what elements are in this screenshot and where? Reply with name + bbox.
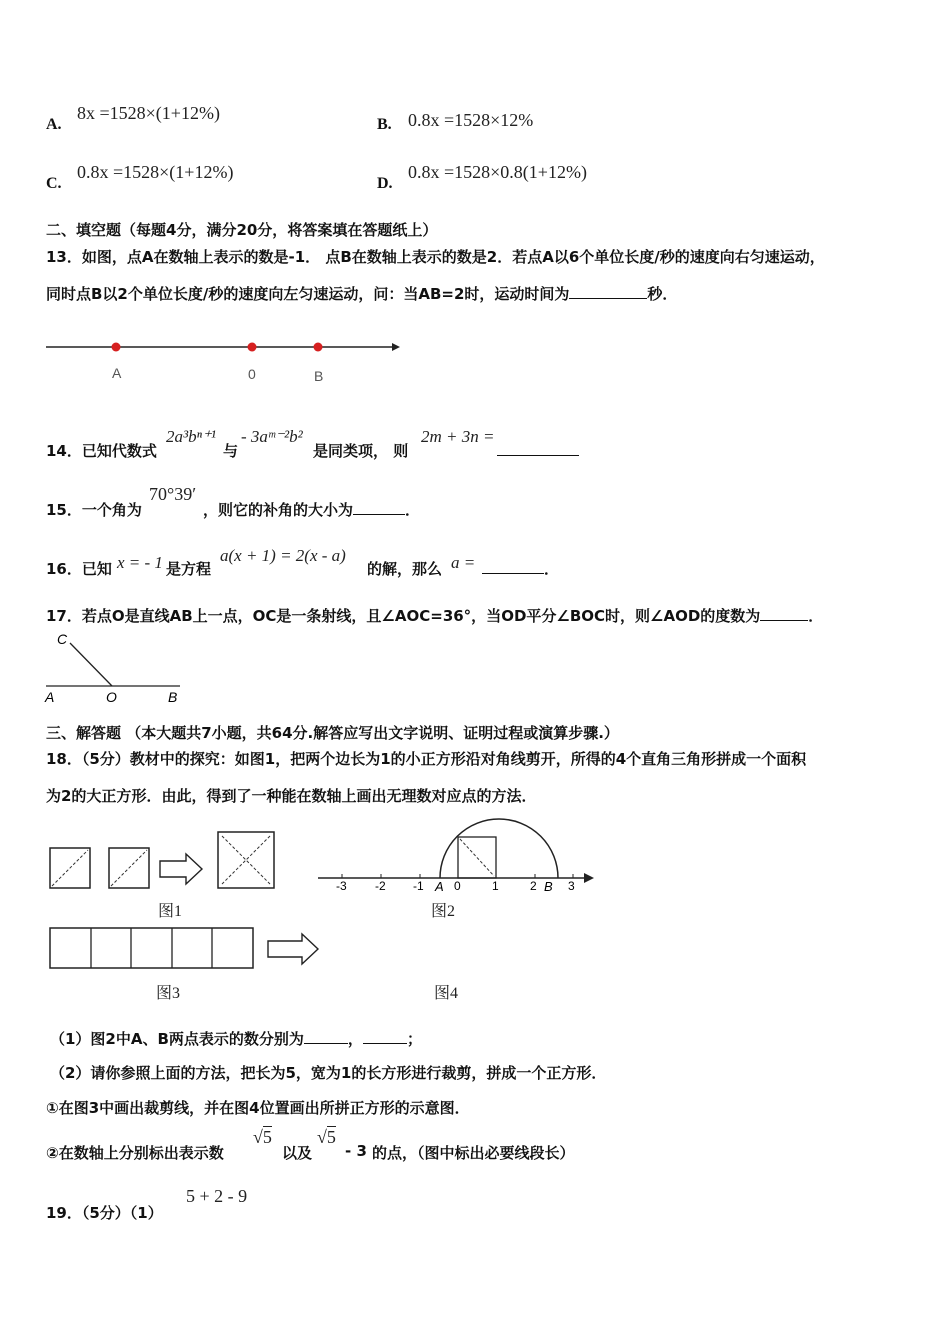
q17-question: 17．若点O是直线AB上一点，OC是一条射线，且∠AOC=36°，当OD平分∠BOC时，则∠AOD的度数为 bbox=[46, 607, 761, 625]
q14-expression-1: 2a³bⁿ⁺¹ bbox=[166, 427, 217, 446]
q18-sub1-blank-a[interactable] bbox=[304, 1029, 348, 1044]
q19-text: 19．（5分）（1） bbox=[46, 1204, 163, 1222]
diagonal-1 bbox=[52, 850, 88, 886]
q17-figure bbox=[40, 630, 190, 706]
q16-text-pre: 16．已知 bbox=[46, 560, 112, 578]
sqrt5-expression-1 bbox=[253, 1127, 272, 1148]
q13-line2-text: 同时点B以2个单位长度/秒的速度向左匀速运动，问：当AB=2时，运动时间为 bbox=[46, 285, 570, 303]
q13-line2-end: 秒． bbox=[647, 285, 678, 303]
q16-text-mid: 是方程 bbox=[166, 560, 212, 578]
q14-expression-3: 2m + 3n = bbox=[421, 427, 495, 446]
q14-number: 14．已知代数式 bbox=[46, 442, 157, 460]
q14-text: 是同类项， 则 bbox=[313, 442, 409, 460]
q13-line2 bbox=[46, 283, 677, 304]
q15-question: ，则它的补角的大小为 bbox=[203, 501, 354, 519]
q19-expression: 5 + 2 - 9 bbox=[186, 1186, 248, 1206]
unit-diagonal bbox=[460, 839, 494, 876]
q17-end: ． bbox=[808, 607, 824, 625]
q16-end: ． bbox=[544, 560, 560, 578]
label-o: O bbox=[106, 689, 117, 705]
q13-number-line bbox=[40, 330, 410, 390]
q15-angle: 70°39′ bbox=[149, 484, 197, 504]
option-b-letter: B. bbox=[377, 116, 392, 133]
sqrt5-expression-2 bbox=[317, 1127, 336, 1148]
q18-line2: 为2的大正方形．由此，得到了一种能在数轴上画出无理数对应点的方法． bbox=[46, 787, 537, 805]
q18-sub2: （2）请你参照上面的方法，把长为5，宽为1的长方形进行裁剪，拼成一个正方形． bbox=[50, 1064, 607, 1082]
rectangle-5x1 bbox=[50, 928, 253, 968]
figure-2 bbox=[316, 814, 602, 898]
tick-label: -2 bbox=[375, 879, 386, 893]
q18-sub1 bbox=[50, 1028, 422, 1049]
q13-answer-blank[interactable] bbox=[569, 284, 647, 299]
q14-answer-blank[interactable] bbox=[497, 441, 579, 456]
q18-sub1-blank-b[interactable] bbox=[363, 1029, 407, 1044]
q16-answer bbox=[482, 558, 559, 579]
option-a-expression: 8x =1528×(1+12%) bbox=[77, 103, 220, 123]
arrow-right-icon bbox=[268, 934, 318, 964]
diagonal-2 bbox=[111, 850, 147, 886]
q15-answer-blank[interactable] bbox=[353, 500, 405, 515]
label-a: A bbox=[45, 689, 55, 705]
tick-label: 2 bbox=[530, 879, 537, 893]
tick-label: 3 bbox=[568, 879, 575, 893]
point-b-dot bbox=[314, 343, 323, 352]
q16-answer-blank[interactable] bbox=[482, 559, 544, 574]
radicand: 5 bbox=[262, 1127, 272, 1147]
q18-line1: 18．（5分）教材中的探究：如图1，把两个边长为1的小正方形沿对角线剪开，所得的4个直角三角形拼成一个面积 bbox=[46, 750, 807, 768]
q18-sub1-text: （1）图2中A、B两点表示的数分别为 bbox=[50, 1030, 304, 1048]
point-a-label: A bbox=[435, 879, 444, 894]
q18-sub4-minus: - 3 bbox=[345, 1142, 367, 1160]
option-d-letter: D. bbox=[377, 175, 393, 192]
tick-label: -1 bbox=[413, 879, 424, 893]
tick-label: -3 bbox=[336, 879, 347, 893]
option-b-expression: 0.8x =1528×12% bbox=[408, 110, 534, 130]
point-o-dot bbox=[248, 343, 257, 352]
figure-3 bbox=[46, 924, 326, 974]
point-a-dot bbox=[112, 343, 121, 352]
sqrt-icon: √ bbox=[317, 1127, 327, 1147]
figure-1-caption: 图1 bbox=[158, 903, 183, 920]
q17-answer-blank[interactable] bbox=[760, 606, 808, 621]
option-c-expression: 0.8x =1528×(1+12%) bbox=[77, 162, 234, 182]
figure-1 bbox=[46, 828, 281, 894]
point-a-label: A bbox=[112, 365, 122, 381]
q17-text bbox=[46, 605, 823, 626]
q18-sub3: ①在图3中画出裁剪线，并在图4位置画出所拼正方形的示意图． bbox=[46, 1099, 470, 1117]
q15-end: ． bbox=[405, 501, 421, 519]
figure-2-caption: 图2 bbox=[431, 903, 456, 920]
number-line-arrow-icon bbox=[392, 343, 400, 351]
point-b-label: B bbox=[544, 879, 553, 894]
q13-line1: 13．如图，点A在数轴上表示的数是-1． 点B在数轴上表示的数是2．若点A以6个单位长度/秒的速度向右匀速运动， bbox=[46, 248, 825, 266]
option-c-letter: C. bbox=[46, 175, 62, 192]
q18-sub1-end: ； bbox=[406, 1030, 422, 1048]
q18-sub4-post: 的点，（图中标出必要线段长） bbox=[372, 1144, 575, 1162]
point-o-label: 0 bbox=[248, 366, 256, 382]
label-c: C bbox=[57, 631, 68, 647]
q16-expression-3: a = bbox=[451, 553, 476, 572]
q18-sub4-text: ②在数轴上分别标出表示数 bbox=[46, 1144, 224, 1162]
q14-expression-2: - 3aᵐ⁻²b² bbox=[241, 427, 303, 446]
radicand: 5 bbox=[326, 1127, 336, 1147]
q16-expression-2: a(x + 1) = 2(x - a) bbox=[220, 546, 346, 565]
point-b-label: B bbox=[314, 368, 324, 384]
section-3-heading: 三、解答题 （本大题共7小题，共64分.解答应写出文字说明、证明过程或演算步骤.） bbox=[46, 724, 619, 742]
option-a-letter: A. bbox=[46, 116, 62, 133]
tick-label: 0 bbox=[454, 879, 461, 893]
axis-arrow-icon bbox=[584, 873, 594, 883]
label-b: B bbox=[168, 689, 178, 705]
q16-text-post: 的解，那么 bbox=[367, 560, 443, 578]
q18-sub4-and: 以及 bbox=[282, 1144, 313, 1162]
sqrt-icon: √ bbox=[253, 1127, 263, 1147]
q14-and: 与 bbox=[223, 442, 239, 460]
arrow-right-icon bbox=[160, 854, 202, 884]
section-2-heading: 二、填空题（每题4分，满分20分，将答案填在答题纸上） bbox=[46, 221, 438, 239]
q16-expression-1: x = - 1 bbox=[117, 553, 163, 572]
ray-oc bbox=[70, 643, 112, 686]
figure-4-caption: 图4 bbox=[434, 985, 459, 1002]
q15-text-pre: 15．一个角为 bbox=[46, 501, 142, 519]
option-d-expression: 0.8x =1528×0.8(1+12%) bbox=[408, 162, 587, 182]
figure-3-caption: 图3 bbox=[156, 985, 181, 1002]
tick-label: 1 bbox=[492, 879, 499, 893]
q18-sub1-comma: ， bbox=[347, 1030, 363, 1048]
q15-text-post bbox=[203, 499, 420, 520]
